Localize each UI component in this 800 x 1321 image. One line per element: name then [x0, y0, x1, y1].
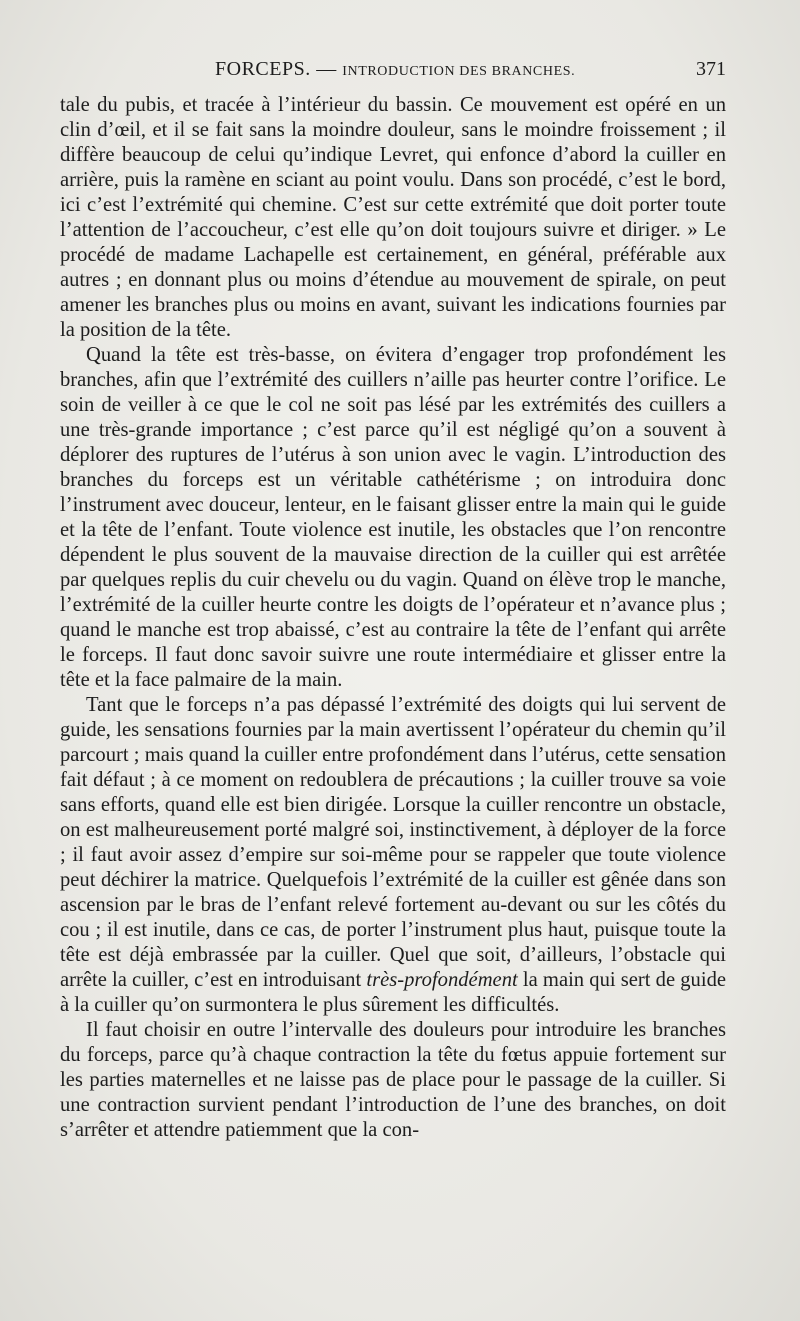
- header-main-title: FORCEPS.: [215, 58, 311, 80]
- paragraph-3-emphasis: très-profondément: [366, 969, 518, 991]
- paragraph-3-text-a: Tant que le forceps n’a pas dépassé l’extrémité des doigts qui lui servent de guide, les sensations fournies par la main avertissent l’opérateur du chemin qu’il parcourt ; mais quand la cuiller entre profondément dans l’utérus, cette sensation fait défaut ; à ce moment on redoublera de précautions ; la cuiller trouve sa voie sans efforts, quand elle est bien dirigée. Lorsque la cuiller rencontre un obstacle, on est malheureusement porté malgré soi, instinctivement, à déployer de la force ; il faut avoir assez d’empire sur soi-même pour se rappeler que toute violence peut déchirer la matrice. Quelquefois l’extrémité de la cuiller est gênée dans son ascension par le bras de l’enfant relevé fortement au-devant ou sur les côtés du cou ; il est inutile, dans ce cas, de porter l’instrument plus haut, puisque toute la tête est déjà embrassée par la cuiller. Quel que soit, d’ailleurs, l’obstacle qui arrête la cuiller, c’est en introduisant: [60, 694, 726, 991]
- header-dash: —: [316, 58, 337, 80]
- paragraph-1: tale du pubis, et tracée à l’intérieur du bassin. Ce mouvement est opéré en un clin d’œil, et il se fait sans la moindre douleur, sans le moindre froissement ; il diffère beaucoup de celui qu’indique Levret, qui enfonce d’abord la cuiller en arrière, puis la ramène en sciant au point voulu. Dans son procédé, c’est le bord, ici c’est l’extrémité qui chemine. C’est sur cette extrémité que doit porter toute l’attention de l’accoucheur, c’est elle qu’on doit toujours suivre et diriger. » Le procédé de madame Lachapelle est certainement, en général, préférable aux autres ; en donnant plus ou moins d’étendue au mouvement de spirale, on peut amener les branches plus ou moins en avant, suivant les indications fournies par la position de la tête.: [60, 94, 726, 341]
- header-title: [215, 58, 575, 81]
- header-subtitle: INTRODUCTION DES BRANCHES.: [342, 64, 576, 79]
- paragraph-3-text-b: la main qui sert de guide à la cuiller qu’on surmontera le plus sûrement les difficultés.: [60, 969, 727, 1016]
- running-header: [60, 58, 726, 88]
- body-text: [60, 93, 726, 1143]
- paragraph-3: [60, 693, 726, 1018]
- page-number: 371: [696, 58, 726, 80]
- paragraph-4: Il faut choisir en outre l’intervalle des douleurs pour introduire les branches du forceps, parce qu’à chaque contraction la tête du fœtus appuie fortement sur les parties maternelles et ne laisse pas de place pour le passage de la cuiller. Si une contraction survient pendant l’introduction de l’une des branches, on doit s’arrêter et attendre patiemment que la con-: [60, 1019, 726, 1141]
- paragraph-2: Quand la tête est très-basse, on évitera d’engager trop profondément les branches, afin que l’extrémité des cuillers n’aille pas heurter contre l’orifice. Le soin de veiller à ce que le col ne soit pas lésé par les extrémités des cuillers a une très-grande importance ; c’est parce qu’il est négligé qu’on a souvent à déplorer des ruptures de l’utérus à son union avec le vagin. L’introduction des branches du forceps est un véritable cathétérisme ; on introduira donc l’instrument avec douceur, lenteur, en le faisant glisser entre la main qui le guide et la tête de l’enfant. Toute violence est inutile, les obstacles que l’on rencontre dépendent le plus souvent de la mauvaise direction de la cuiller qui est arrêtée par quelques replis du cuir chevelu ou du vagin. Quand on élève trop le manche, l’extrémité de la cuiller heurte contre les doigts de l’opérateur et n’avance plus ; quand le manche est trop abaissé, c’est au contraire la tête de l’enfant qui arrête le forceps. Il faut donc savoir suivre une route intermédiaire et glisser entre la tête et la face palmaire de la main.: [60, 344, 726, 691]
